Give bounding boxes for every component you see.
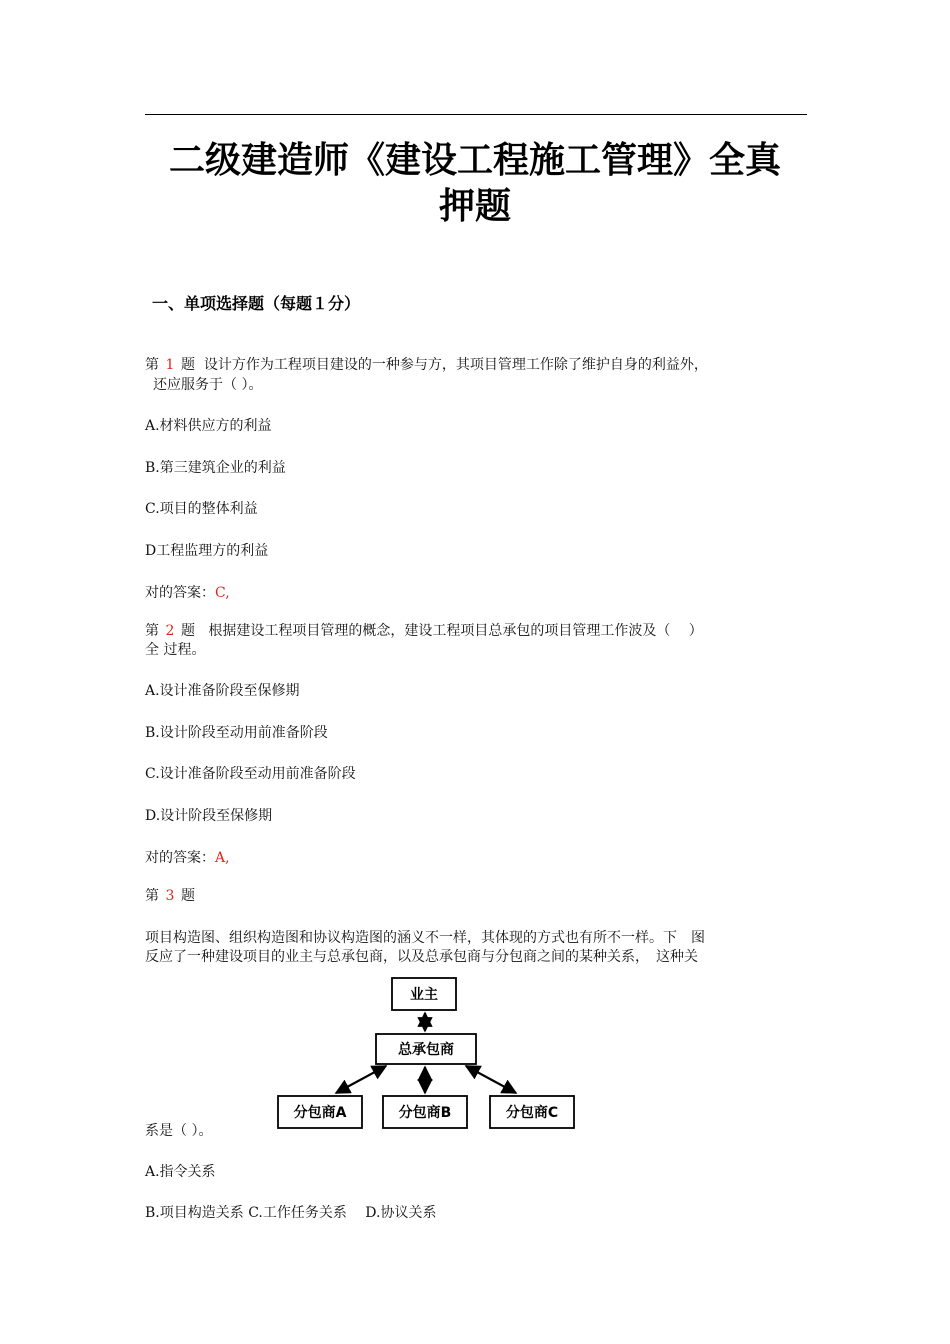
section-heading: 一、单项选择题（每题１分） — [152, 294, 361, 313]
question-suffix: 题 — [181, 888, 195, 904]
owner-label: 业主 — [410, 987, 438, 1003]
question-suffix: 题 — [181, 623, 195, 639]
question-2-option-c: C.设计准备阶段至动用前准备阶段 — [145, 766, 356, 782]
subcontractor-c-label: 分包商C — [505, 1105, 559, 1121]
question-2-option-b: B.设计阶段至动用前准备阶段 — [145, 725, 328, 741]
answer-label: 对的答案： — [145, 585, 215, 601]
question-3-options-bcd: B.项目构造关系 C.工作任务关系 D.协议关系 — [145, 1205, 437, 1221]
question-text: 设计方作为工程项目建设的一种参与方，其项目管理工作除了维护自身的利益外， — [203, 357, 708, 373]
question-2-option-a: A.设计准备阶段至保修期 — [145, 683, 300, 699]
question-1-option-b: B.第三建筑企业的利益 — [145, 460, 286, 476]
question-3-stem-end: 系是（ ）。 — [145, 1123, 213, 1139]
subcontractor-b-label: 分包商B — [398, 1105, 452, 1121]
contract-structure-diagram — [270, 975, 585, 1135]
question-1-answer — [145, 583, 230, 603]
answer-label: 对的答案： — [145, 850, 215, 866]
question-2-answer — [145, 848, 230, 868]
question-number: 1 — [165, 357, 175, 373]
question-2-stem — [145, 621, 703, 641]
answer-value: A, — [215, 850, 230, 866]
general-contractor-label: 总承包商 — [398, 1042, 454, 1058]
question-3-stem-cont: 反应了一种建设项目的业主与总承包商，以及总承包商与分包商之间的某种关系， 这种关 — [145, 949, 698, 965]
contractor-sub-c-arrow — [466, 1066, 516, 1093]
question-number: 2 — [165, 623, 175, 639]
question-1-stem — [145, 355, 708, 375]
question-number: 3 — [165, 888, 175, 904]
question-3-stem: 项目构造图、组织构造图和协议构造图的涵义不一样，其体现的方式也有所不一样。下 图 — [145, 930, 705, 946]
question-1-option-c: C.项目的整体利益 — [145, 501, 258, 517]
answer-value: C, — [215, 585, 230, 601]
question-1-option-d: D工程监理方的利益 — [145, 543, 269, 559]
question-text: 根据建设工程项目管理的概念，建设工程项目总承包的项目管理工作波及（ ） — [208, 623, 703, 639]
question-1-option-a: A.材料供应方的利益 — [145, 418, 272, 434]
title-line-2: 押题 — [438, 186, 511, 227]
question-2-option-d: D.设计阶段至保修期 — [145, 808, 273, 824]
question-prefix: 第 — [145, 888, 159, 904]
subcontractor-a-label: 分包商A — [293, 1105, 347, 1121]
question-1-stem-cont: 还应服务于（ ）。 — [153, 377, 263, 393]
title-line-1: 二级建造师《建设工程施工管理》全真 — [168, 140, 781, 181]
page-title — [130, 138, 820, 230]
contractor-sub-a-arrow — [336, 1066, 386, 1093]
question-2-stem-cont: 全 过程。 — [145, 642, 206, 658]
header-rule — [145, 114, 807, 115]
question-prefix: 第 — [145, 357, 159, 373]
question-prefix: 第 — [145, 623, 159, 639]
question-3-heading — [145, 886, 195, 906]
question-3-option-a: A.指令关系 — [145, 1164, 216, 1180]
question-suffix: 题 — [181, 357, 195, 373]
